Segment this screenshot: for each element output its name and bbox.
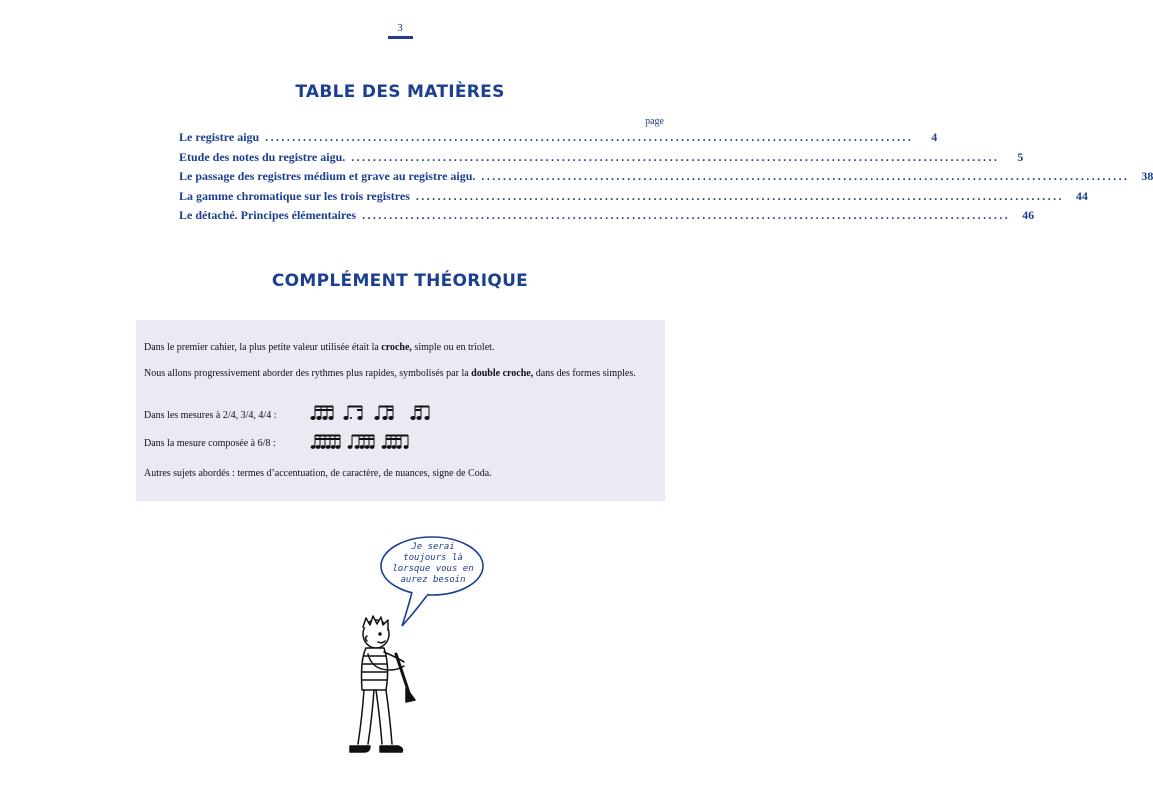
toc-entry[interactable] bbox=[179, 188, 1088, 209]
toc-entry-page: 46 bbox=[1022, 208, 1035, 222]
eighth-two-sixteenths-icon bbox=[374, 406, 393, 421]
page-number-rule bbox=[388, 36, 413, 39]
para1-bold: croche, bbox=[381, 342, 412, 353]
toc-leader-dots: ........................................................................................................................ bbox=[351, 149, 1000, 164]
speech-bubble bbox=[381, 537, 483, 626]
rhythm-figures-compound-meter bbox=[310, 432, 440, 452]
boy-with-clarinet-illustration bbox=[320, 530, 500, 770]
speech-line-2: toujours là bbox=[403, 553, 463, 563]
toc-leader-dots: ........................................................................................................................ bbox=[415, 188, 1064, 203]
toc-page-label: page bbox=[645, 116, 664, 127]
toc-entry-page: 44 bbox=[1075, 188, 1088, 203]
two-sixteenths-eighth-icon bbox=[410, 406, 429, 421]
para2-text-end: dans des formes simples. bbox=[533, 368, 636, 379]
page-number: 3 bbox=[397, 22, 403, 34]
toc-entry-title: La gamme chromatique sur les trois registres bbox=[179, 188, 410, 203]
toc-entry-title: Le registre aigu bbox=[179, 130, 260, 144]
complement-paragraph-2 bbox=[144, 366, 658, 382]
toc-leader-dots: ........................................................................................................................ bbox=[362, 208, 1011, 222]
toc-title: TABLE DES MATIÈRES bbox=[295, 82, 505, 102]
rhythm-figures-simple-meter bbox=[310, 403, 440, 423]
speech-line-1: Je serai bbox=[411, 542, 455, 552]
speech-line-3: lorsque vous en bbox=[392, 564, 474, 574]
toc-entry-page: 5 bbox=[1017, 149, 1024, 164]
eighth-four-sixteenths-icon bbox=[348, 435, 375, 449]
simple-meter-label: Dans les mesures à 2/4, 3/4, 4/4 : bbox=[144, 410, 277, 421]
sixteenth-notes-group-icon bbox=[310, 406, 333, 421]
four-sixteenths-eighth-icon bbox=[382, 435, 409, 449]
toc-entry[interactable] bbox=[179, 169, 1153, 189]
six-sixteenths-icon bbox=[311, 435, 341, 449]
toc-leader-dots: ........................................................................................................................ bbox=[481, 169, 1130, 183]
toc-entry[interactable] bbox=[179, 130, 938, 150]
toc-entry-page: 4 bbox=[931, 130, 938, 144]
complement-paragraph-1 bbox=[144, 340, 658, 356]
toc-list bbox=[179, 130, 1153, 228]
boy-figure bbox=[350, 616, 415, 752]
toc-entry-title: Etude des notes du registre aigu. bbox=[179, 149, 346, 164]
para2-text: Nous allons progressivement aborder des rythmes plus rapides, symbolisés par la bbox=[144, 368, 472, 379]
speech-line-4: aurez besoin bbox=[400, 575, 466, 585]
other-topics-line: Autres sujets abordés : termes d’accentuation, de caractère, de nuances, signe de Coda. bbox=[144, 468, 492, 479]
toc-entry-page: 38 bbox=[1141, 169, 1153, 183]
toc-entry-title: Le détaché. Principes élémentaires bbox=[179, 208, 357, 222]
compound-meter-label: Dans la mesure composée à 6/8 : bbox=[144, 438, 276, 449]
para1-text-end: simple ou en triolet. bbox=[411, 342, 495, 353]
para2-bold: double croche, bbox=[471, 368, 534, 379]
toc-entry[interactable] bbox=[179, 149, 1024, 170]
toc-entry[interactable] bbox=[179, 208, 1035, 228]
para1-text: Dans le premier cahier, la plus petite valeur utilisée était la bbox=[144, 342, 382, 353]
toc-leader-dots: ........................................................................................................................ bbox=[265, 130, 914, 144]
complement-title: COMPLÉMENT THÉORIQUE bbox=[271, 271, 529, 291]
toc-entry-title: Le passage des registres médium et grave au registre aigu. bbox=[179, 169, 476, 183]
dotted-eighth-sixteenth-icon bbox=[343, 406, 362, 421]
